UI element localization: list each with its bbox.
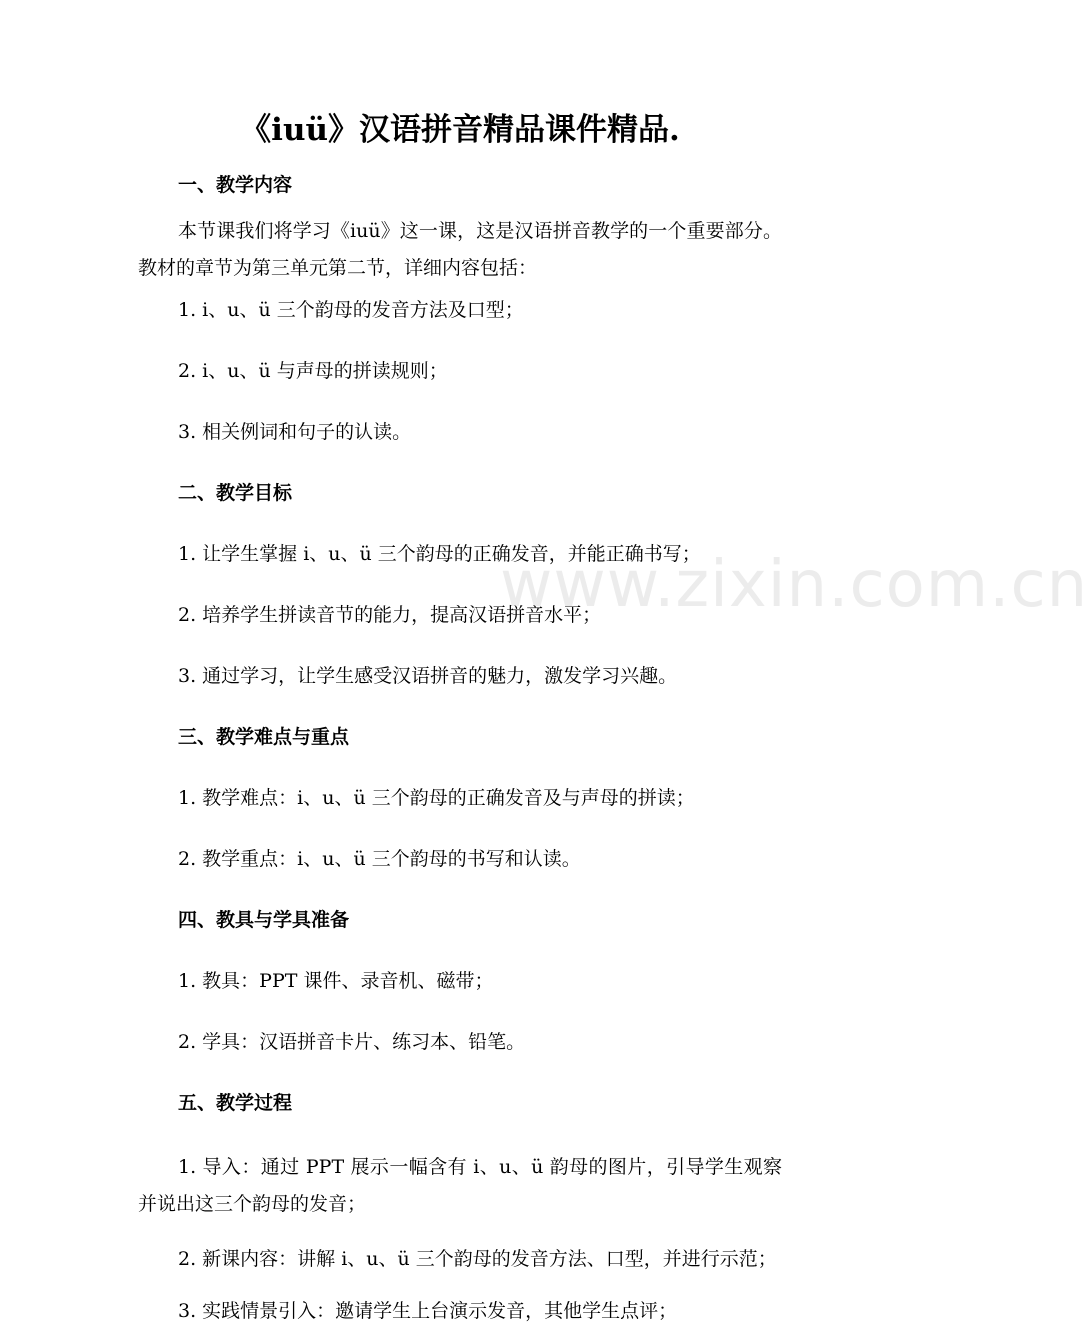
list-item: 3. 相关例词和句子的认读。 — [178, 421, 412, 443]
list-item: 1. 教具：PPT 课件、录音机、磁带； — [178, 970, 494, 992]
document-title: 《iuü》汉语拼音精品课件精品. — [240, 112, 680, 148]
section-heading: 三、教学难点与重点 — [178, 726, 350, 748]
document-body — [138, 170, 782, 1327]
section-heading: 五、教学过程 — [178, 1092, 293, 1114]
section-heading: 一、教学内容 — [178, 174, 293, 196]
list-item: 1. 导入：通过 PPT 展示一幅含有 i、u、ü 韵母的图片，引导学生观察并说出这三个韵母的发音； — [138, 1156, 782, 1215]
list-item: 1. 让学生掌握 i、u、ü 三个韵母的正确发音，并能正确书写； — [178, 543, 701, 565]
list-item: 3. 实践情景引入：邀请学生上台演示发音，其他学生点评； — [178, 1300, 678, 1322]
list-item: 1. i、u、ü 三个韵母的发音方法及口型； — [178, 299, 524, 321]
section-heading: 二、教学目标 — [178, 482, 293, 504]
section-paragraph: 本节课我们将学习《iuü》这一课，这是汉语拼音教学的一个重要部分。教材的章节为第三单元第二节，详细内容包括： — [138, 220, 782, 279]
list-item: 1. 教学难点：i、u、ü 三个韵母的正确发音及与声母的拼读； — [178, 787, 695, 809]
list-item: 2. i、u、ü 与声母的拼读规则； — [178, 360, 448, 382]
list-item: 2. 学具：汉语拼音卡片、练习本、铅笔。 — [178, 1031, 526, 1053]
list-item: 2. 教学重点：i、u、ü 三个韵母的书写和认读。 — [178, 848, 581, 870]
list-item: 3. 通过学习，让学生感受汉语拼音的魅力，激发学习兴趣。 — [178, 665, 678, 687]
watermark: www.zixin.com.cn — [500, 548, 1088, 622]
list-item: 2. 培养学生拼读音节的能力，提高汉语拼音水平； — [178, 604, 602, 626]
list-item: 2. 新课内容：讲解 i、u、ü 三个韵母的发音方法、口型，并进行示范； — [178, 1248, 777, 1270]
section-heading: 四、教具与学具准备 — [178, 909, 350, 931]
